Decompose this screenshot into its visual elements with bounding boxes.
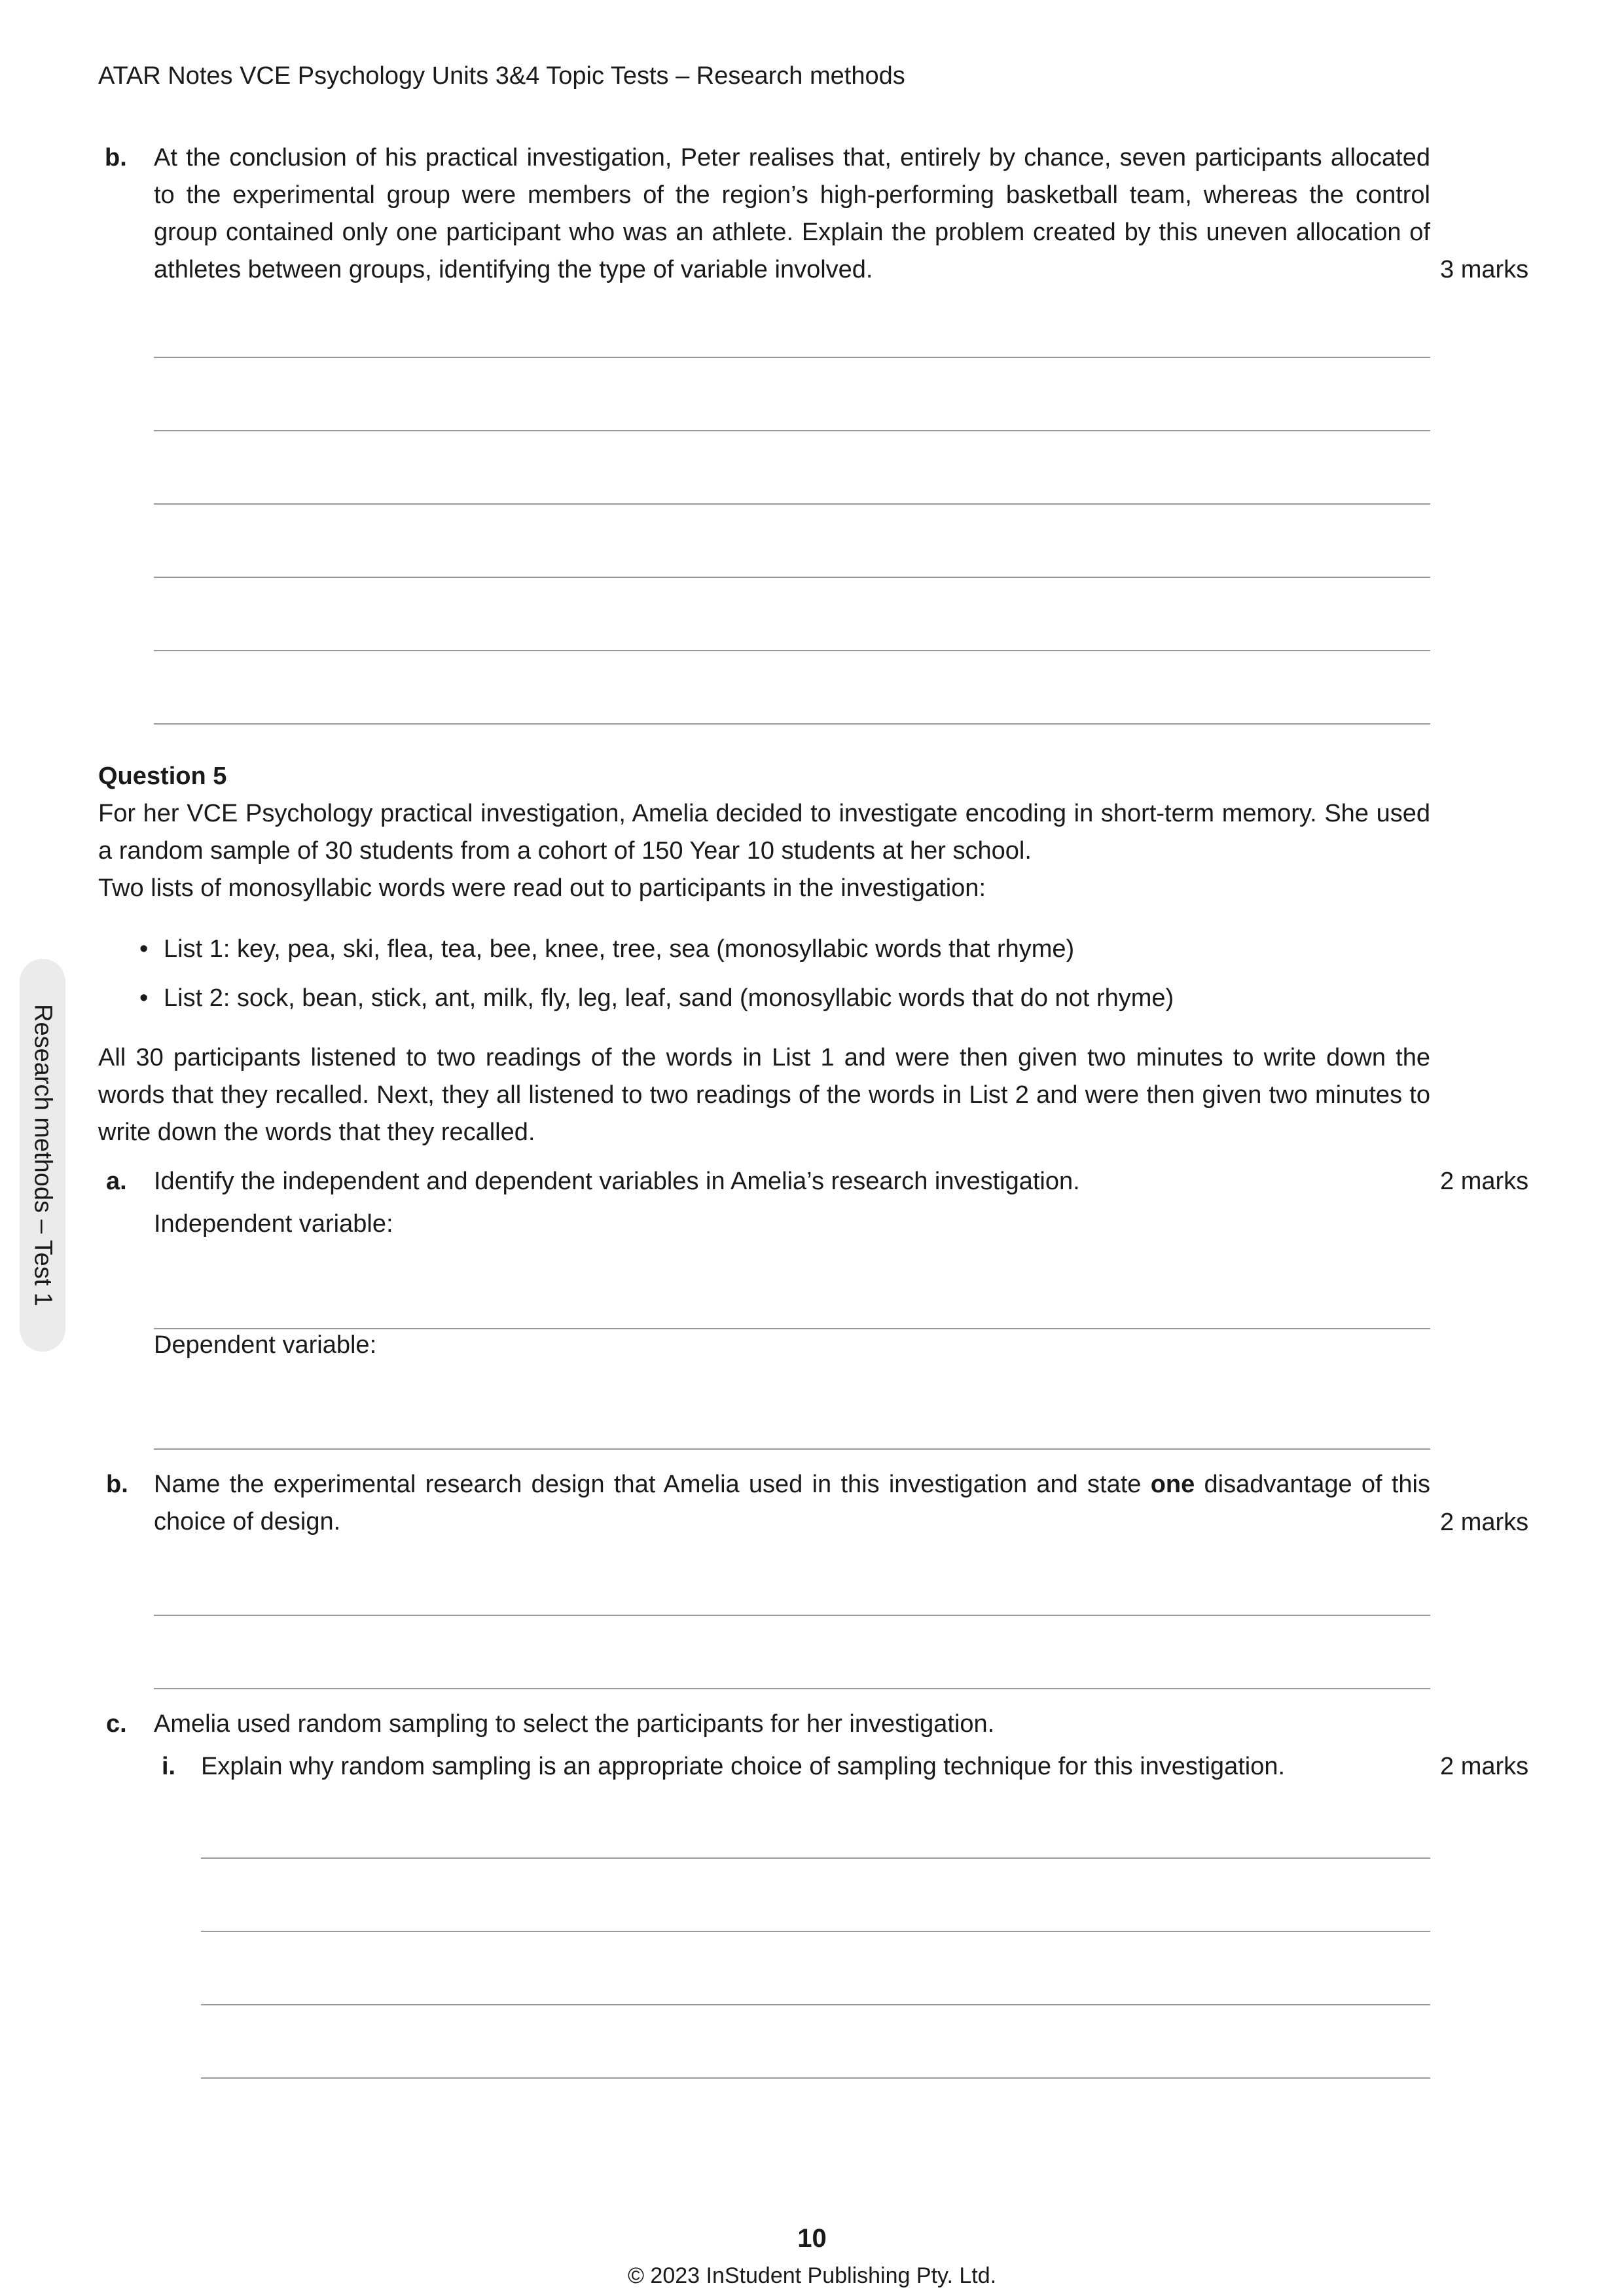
answer-line[interactable] <box>154 723 1430 725</box>
q5ci-marks: 2 marks <box>1440 1753 1529 1780</box>
list-item: List 2: sock, bean, stick, ant, milk, fly, leg, leaf, sand (monosyllabic words that do not rhyme) <box>164 984 1174 1012</box>
q5b-label: b. <box>106 1471 128 1498</box>
answer-line[interactable] <box>154 577 1430 578</box>
q5c-label: c. <box>106 1710 127 1738</box>
q5-intro: For her VCE Psychology practical investigation, Amelia decided to investigate encoding in short-term memory. She used a random sample of 30 students from a cohort of 150 Year 10 students at her school. <box>98 800 1430 865</box>
answer-line[interactable] <box>201 1857 1430 1859</box>
q5a-text: Identify the independent and dependent variables in Amelia’s research investigation. <box>154 1168 1080 1195</box>
answer-line[interactable] <box>201 2004 1430 2005</box>
page-header: ATAR Notes VCE Psychology Units 3&4 Topic Tests – Research methods <box>98 62 905 90</box>
q5c-text: Amelia used random sampling to select the participants for her investigation. <box>154 1710 995 1738</box>
q4b-text: At the conclusion of his practical investigation, Peter realises that, entirely by chance, seven participants allocated to the experimental group were members of the region’s high-performing basketball team, whereas the control group contained only one participant who was an athlete. Explain the problem created by this uneven allocation of athletes between groups, identifying the type of variable involved. <box>154 144 1430 283</box>
answer-line[interactable] <box>154 430 1430 431</box>
page-number: 10 <box>797 2224 827 2253</box>
q5ci-label: i. <box>162 1753 176 1780</box>
side-tab-label: Research methods – Test 1 <box>29 1004 57 1306</box>
q5-procedure: All 30 participants listened to two readings of the words in List 1 and were then given two minutes to write down the words that they recalled. Next, they all listened to two readings of the words in List 2 and were then given two minutes to write down the words that they recalled. <box>98 1044 1430 1146</box>
dv-label: Dependent variable: <box>154 1331 377 1359</box>
bullet-dot: • <box>139 935 149 963</box>
q5ci-text: Explain why random sampling is an appropriate choice of sampling technique for this investigation. <box>201 1753 1286 1780</box>
answer-line[interactable] <box>201 1931 1430 1932</box>
list-item: List 1: key, pea, ski, flea, tea, bee, knee, tree, sea (monosyllabic words that rhyme) <box>164 935 1075 963</box>
side-tab <box>20 959 65 1352</box>
answer-line[interactable] <box>154 650 1430 651</box>
answer-line[interactable] <box>154 1448 1430 1450</box>
q4b-marks: 3 marks <box>1440 256 1529 283</box>
q5-intro-lists: Two lists of monosyllabic words were read out to participants in the investigation: <box>98 874 986 902</box>
copyright: © 2023 InStudent Publishing Pty. Ltd. <box>627 2263 997 2288</box>
answer-line[interactable] <box>154 1688 1430 1689</box>
q5b-marks: 2 marks <box>1440 1509 1529 1536</box>
answer-line[interactable] <box>154 1615 1430 1616</box>
iv-label: Independent variable: <box>154 1210 393 1238</box>
q5b-text: Name the experimental research design that Amelia used in this investigation and state one disadvantage of this choice of design. <box>154 1471 1430 1535</box>
q4b-label: b. <box>105 144 127 171</box>
q5a-marks: 2 marks <box>1440 1168 1529 1195</box>
question-heading: Question 5 <box>98 762 227 790</box>
answer-line[interactable] <box>154 357 1430 358</box>
answer-line[interactable] <box>154 503 1430 505</box>
bullet-dot: • <box>139 984 149 1012</box>
answer-line[interactable] <box>201 2077 1430 2079</box>
q5a-label: a. <box>106 1168 127 1195</box>
